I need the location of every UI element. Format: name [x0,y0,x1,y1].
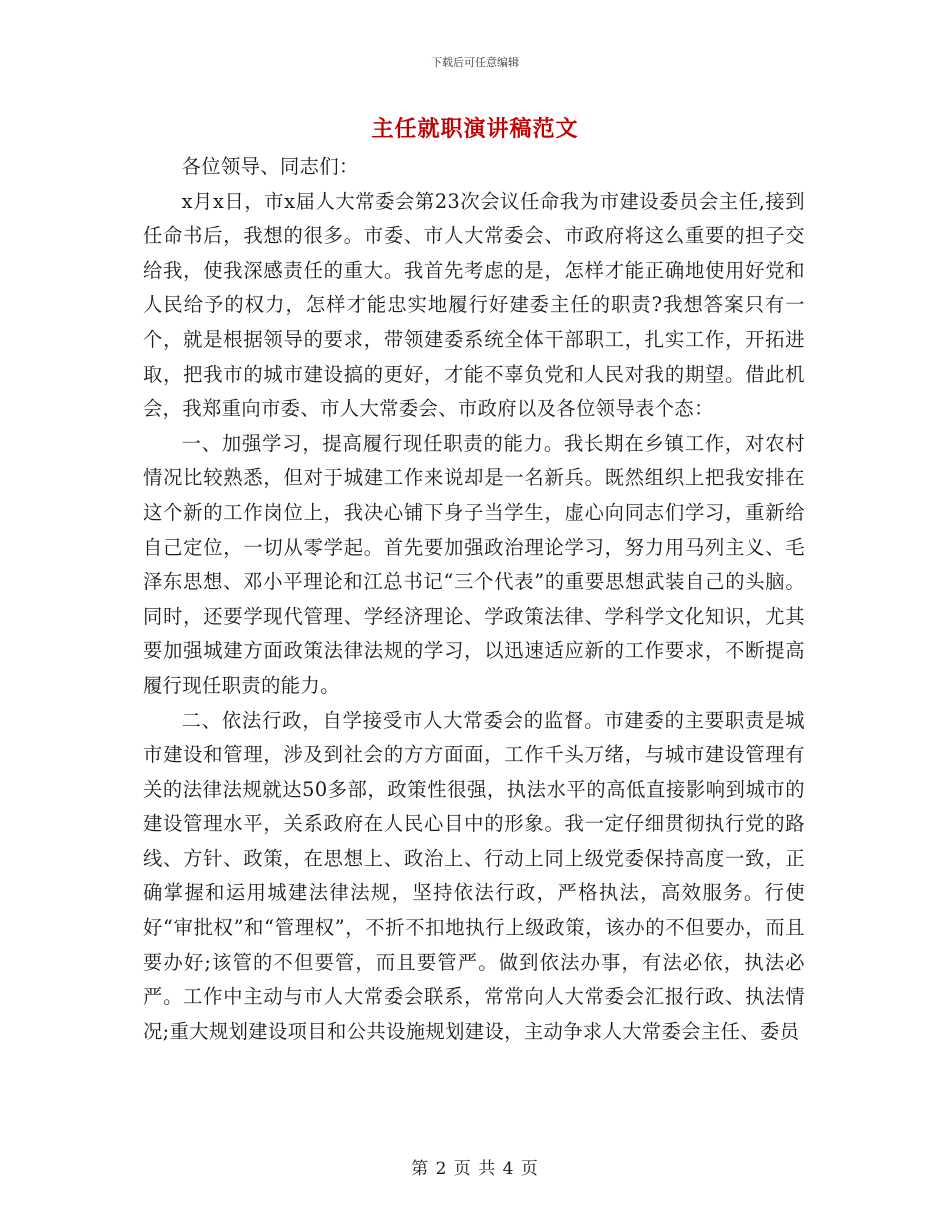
body-paragraph-1: x月x日，市x届人大常委会第23次会议任命我为市建设委员会主任,接到任命书后，我想的很多。市委、市人大常委会、市政府将这么重要的担子交给我，使我深感责任的重大。我首先考虑的是，怎样才能正确地使用好党和人民给予的权力，怎样才能忠实地履行好建委主任的职责?我想答案只有一个，就是根据领导的要求，带领建委系统全体干部职工，扎实工作，开拓进取，把我市的城市建设搞的更好，才能不辜负党和人民对我的期望。借此机会，我郑重向市委、市人大常委会、市政府以及各位领导表个态： [143,189,805,421]
document-title: 主任就职演讲稿范文 [371,116,579,142]
page-number-footer: 第 2 页 共 4 页 [411,1159,539,1179]
salutation: 各位领导、同志们： [181,155,359,178]
document-body [143,150,805,1049]
header-note: 下载后可任意编辑 [431,56,519,69]
body-paragraph-2: 一、加强学习，提高履行现任职责的能力。我长期在乡镇工作，对农村情况比较熟悉，但对于城建工作来说却是一名新兵。既然组织上把我安排在这个新的工作岗位上，我决心铺下身子当学生，虚心向同志们学习，重新给自己定位，一切从零学起。首先要加强政治理论学习，努力用马列主义、毛泽东思想、邓小平理论和江总书记“三个代表”的重要思想武装自己的头脑。同时，还要学现代管理、学经济理论、学政策法律、学科学文化知识，尤其要加强城建方面政策法律法规的学习，以迅速适应新的工作要求，不断提高履行现任职责的能力。 [143,431,805,697]
body-paragraph-3: 二、依法行政，自学接受市人大常委会的监督。市建委的主要职责是城市建设和管理，涉及到社会的方方面面，工作千头万绪，与城市建设管理有关的法律法规就达50多部，政策性很强，执法水平的高低直接影响到城市的建设管理水平，关系政府在人民心目中的形象。我一定仔细贯彻执行党的路线、方针、政策，在思想上、政治上、行动上同上级党委保持高度一致，正确掌握和运用城建法律法规，坚持依法行政，严格执法，高效服务。行使好“审批权”和“管理权”，不折不扣地执行上级政策，该办的不但要办，而且要办好;该管的不但要管，而且要管严。做到依法办事，有法必依，执法必严。工作中主动与市人大常委会联系，常常向人大常委会汇报行政、执法情况;重大规划建设项目和公共设施规划建设，主动争求人大常委会主任、委员 [143,708,805,1043]
